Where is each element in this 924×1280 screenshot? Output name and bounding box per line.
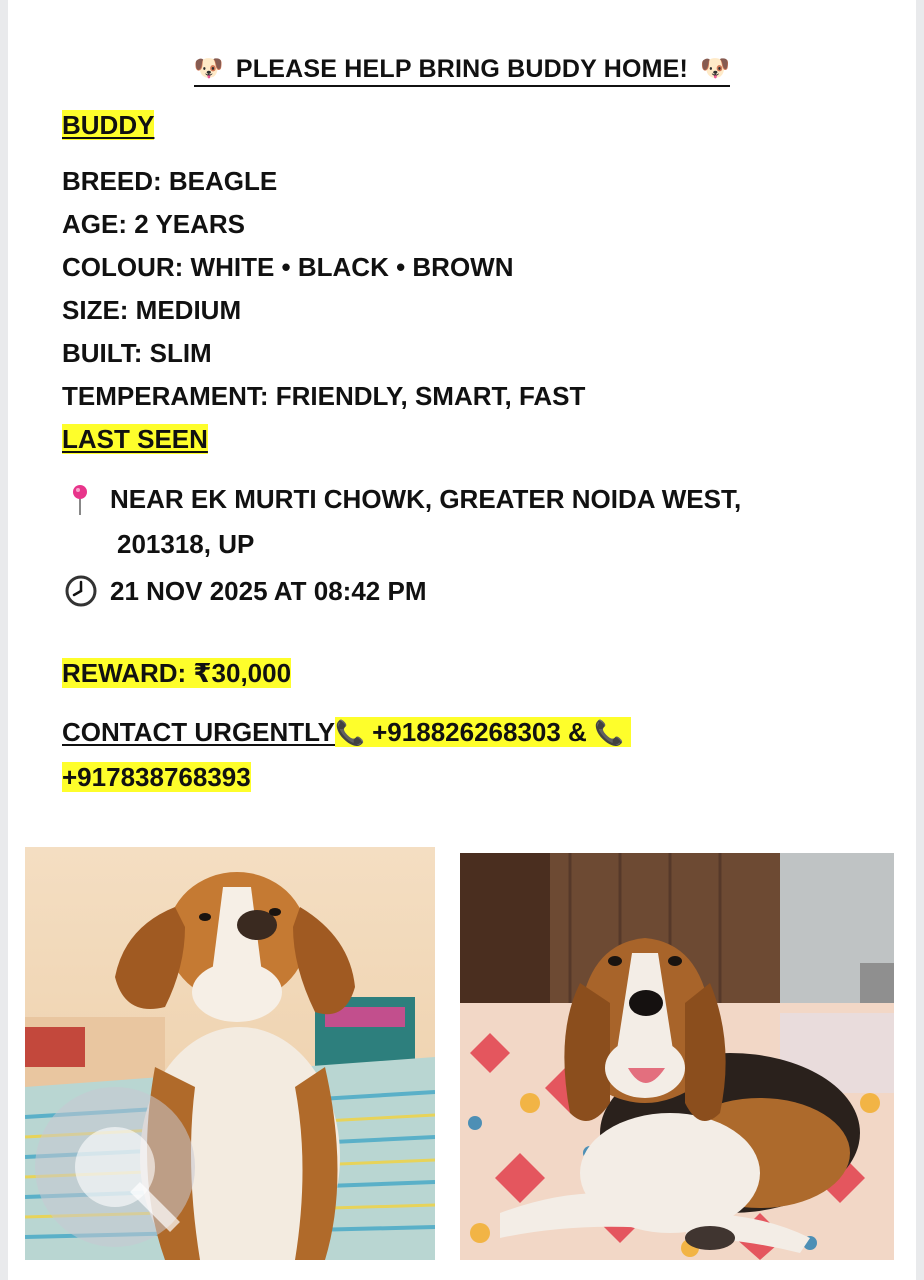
poster-title [8, 54, 916, 87]
dog-face-icon: 🐶 [193, 55, 224, 82]
clock-icon [65, 575, 97, 607]
detail-breed: BREED: BEAGLE [62, 166, 278, 196]
dog-face-icon: 🐶 [700, 55, 731, 82]
phone-icon: 📞 [594, 720, 624, 747]
watermark-logo [25, 1077, 205, 1257]
detail-age: AGE: 2 YEARS [62, 209, 246, 239]
detail-colour: COLOUR: WHITE • BLACK • BROWN [62, 252, 514, 282]
beagle-photo-sitting [25, 847, 435, 1260]
lost-dog-poster [8, 0, 916, 1280]
location-pin-icon [70, 484, 90, 516]
phone-icon: 📞 [335, 720, 365, 747]
contact-label: CONTACT URGENTLY [62, 717, 335, 747]
beagle-photo-lying-on-bed [460, 853, 894, 1260]
reward-text: REWARD: ₹30,000 [62, 658, 292, 688]
dog-name-heading: BUDDY [62, 110, 155, 140]
detail-size: SIZE: MEDIUM [62, 295, 242, 325]
phone-number-1[interactable]: +918826268303 & [372, 717, 587, 747]
phone-number-2[interactable]: +917838768393 [62, 762, 251, 792]
detail-built: BUILT: SLIM [62, 338, 212, 368]
last-seen-heading: LAST SEEN [62, 424, 208, 454]
phone-highlight-1 [335, 717, 631, 747]
phone-line-2 [62, 762, 251, 793]
last-seen-datetime: 21 NOV 2025 AT 08:42 PM [110, 576, 427, 606]
location-line-1: NEAR EK MURTI CHOWK, GREATER NOIDA WEST, [110, 484, 742, 514]
detail-temperament: TEMPERAMENT: FRIENDLY, SMART, FAST [62, 381, 586, 411]
location-line-2: 201318, UP [117, 529, 255, 559]
contact-line [62, 717, 631, 748]
poster-title-text: PLEASE HELP BRING BUDDY HOME! [235, 54, 689, 83]
